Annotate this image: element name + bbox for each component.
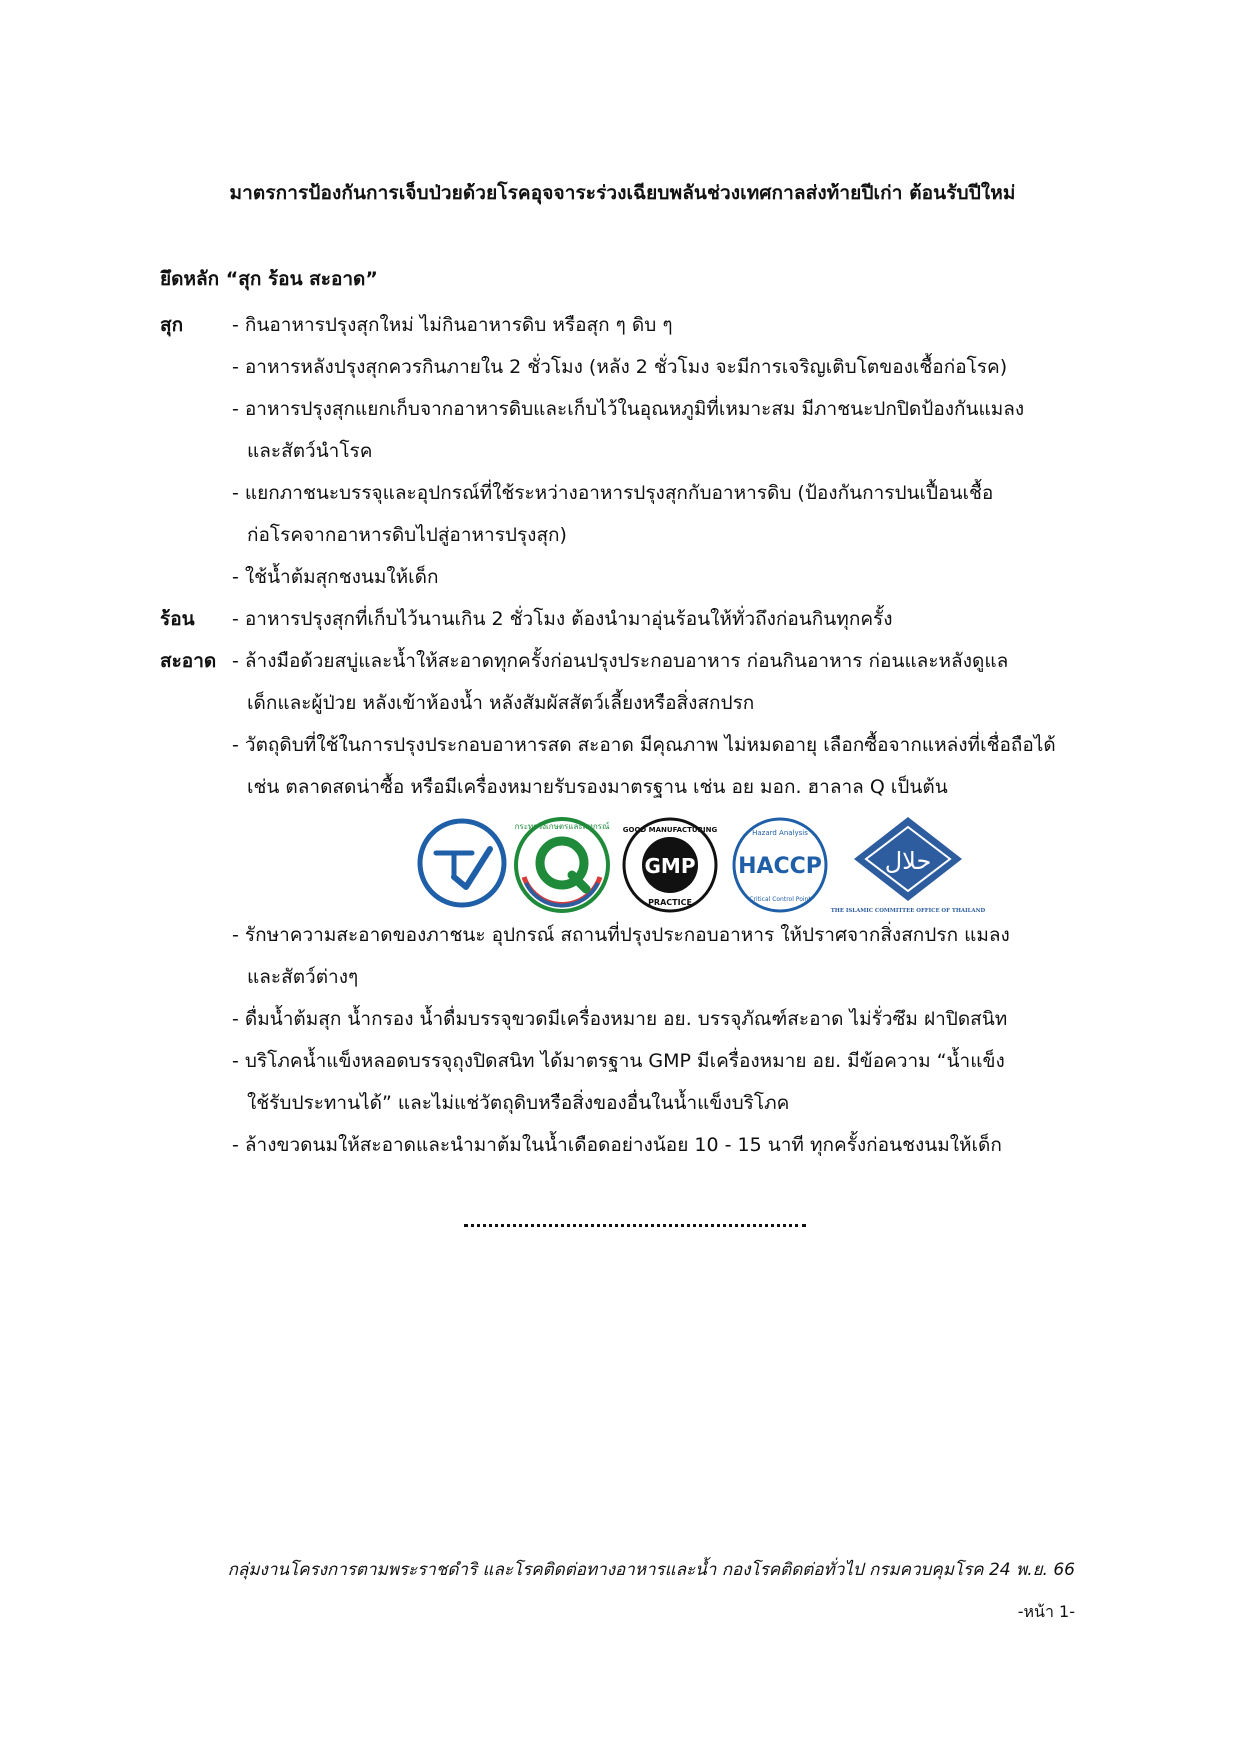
certification-logos	[414, 815, 986, 915]
haccp-ring-top: Hazard Analysis	[752, 829, 808, 837]
list-item-continuation: ก่อโรคจากอาหารดิบไปสู่อาหารปรุงสุก)	[247, 524, 567, 546]
list-item: - วัตถุดิบที่ใช้ในการปรุงประกอบอาหารสด สะอาด มีคุณภาพ ไม่หมดอายุ เลือกซื้อจากแหล่งที่เชื่อถือได้	[232, 734, 1056, 756]
page-number: -หน้า 1-	[1017, 1602, 1075, 1621]
list-item: - อาหารหลังปรุงสุกควรกินภายใน 2 ชั่วโมง (หลัง 2 ชั่วโมง จะมีการเจริญเติบโตของเชื้อก่อโรค)	[232, 356, 1008, 378]
q-mark-text: กระทรวงเกษตรและสหกรณ์	[514, 822, 610, 831]
list-item: - อาหารปรุงสุกแยกเก็บจากอาหารดิบและเก็บไว้ในอุณหภูมิที่เหมาะสม มีภาชนะปกปิดป้องกันแมลง	[232, 398, 1025, 420]
haccp-ring-bottom: Critical Control Point	[749, 896, 811, 903]
list-item-continuation: ใช้รับประทานได้” และไม่แช่วัตถุดิบหรือสิ่งของอื่นในน้ำแข็งบริโภค	[247, 1092, 790, 1114]
gmp-label: GMP	[644, 854, 696, 878]
gmp-ring-bottom: PRACTICE	[648, 898, 692, 907]
list-item: - อาหารปรุงสุกที่เก็บไว้นานเกิน 2 ชั่วโมง ต้องนำมาอุ่นร้อนให้ทั่วถึงก่อนกินทุกครั้ง	[232, 608, 893, 630]
q-mark-icon	[512, 815, 612, 915]
list-item: - ใช้น้ำต้มสุกชงนมให้เด็ก	[232, 566, 439, 588]
principle-heading: ยึดหลัก “สุก ร้อน สะอาด”	[160, 268, 378, 290]
list-item-continuation: เช่น ตลาดสดน่าซื้อ หรือมีเครื่องหมายรับรองมาตรฐาน เช่น อย มอก. ฮาลาล Q เป็นต้น	[247, 776, 948, 798]
list-item: - บริโภคน้ำแข็งหลอดบรรจุถุงปิดสนิท ได้มาตรฐาน GMP มีเครื่องหมาย อย. มีข้อความ “น้ำแข็ง	[232, 1050, 1005, 1072]
list-item: - รักษาความสะอาดของภาชนะ อุปกรณ์ สถานที่ปรุงประกอบอาหาร ให้ปราศจากสิ่งสกปรก แมลง	[232, 924, 1010, 946]
list-item-continuation: เด็กและผู้ป่วย หลังเข้าห้องน้ำ หลังสัมผัสสัตว์เลี้ยงหรือสิ่งสกปรก	[247, 692, 755, 714]
section-heading-clean: สะอาด	[160, 650, 217, 672]
list-item: - ล้างขวดนมให้สะอาดและนำมาต้มในน้ำเดือดอย่างน้อย 10 - 15 นาที ทุกครั้งก่อนชงนมให้เด็ก	[232, 1134, 1002, 1156]
halal-label: حلال	[884, 847, 932, 875]
section-heading-hot: ร้อน	[160, 608, 195, 630]
list-item-continuation: และสัตว์ต่างๆ	[247, 966, 359, 988]
list-item-continuation: และสัตว์นำโรค	[247, 440, 373, 462]
haccp-mark-icon	[728, 815, 832, 915]
dotted-separator	[464, 1224, 806, 1227]
halal-caption: THE ISLAMIC COMMITTEE OFFICE OF THAILAND	[830, 908, 986, 914]
list-item: - กินอาหารปรุงสุกใหม่ ไม่กินอาหารดิบ หรือสุก ๆ ดิบ ๆ	[232, 314, 673, 336]
halal-mark-icon	[830, 815, 986, 915]
page-title: มาตรการป้องกันการเจ็บป่วยด้วยโรคอุจจาระร่วงเฉียบพลันช่วงเทศกาลส่งท้ายปีเก่า ต้อนรับปีใหม่	[229, 182, 1016, 204]
haccp-label: HACCP	[738, 854, 822, 879]
gmp-mark-icon	[620, 815, 720, 915]
list-item: - ล้างมือด้วยสบู่และน้ำให้สะอาดทุกครั้งก่อนปรุงประกอบอาหาร ก่อนกินอาหาร ก่อนและหลังดูแล	[232, 650, 1009, 672]
list-item: - ดื่มน้ำต้มสุก น้ำกรอง น้ำดื่มบรรจุขวดมีเครื่องหมาย อย. บรรจุภัณฑ์สะอาด ไม่รั่วซึม ฝาปิดสนิท	[232, 1008, 1008, 1030]
gmp-ring-top: GOOD MANUFACTURING	[622, 826, 718, 834]
footer-credit: กลุ่มงานโครงการตามพระราชดำริ และโรคติดต่อทางอาหารและน้ำ กองโรคติดต่อทั่วไป กรมควบคุมโรค 24 พ.ย. 66	[227, 1560, 1075, 1580]
list-item: - แยกภาชนะบรรจุและอุปกรณ์ที่ใช้ระหว่างอาหารปรุงสุกกับอาหารดิบ (ป้องกันการปนเปื้อนเชื้อ	[232, 482, 994, 504]
section-heading-cooked: สุก	[160, 314, 184, 336]
tisi-mark-icon	[414, 815, 510, 911]
